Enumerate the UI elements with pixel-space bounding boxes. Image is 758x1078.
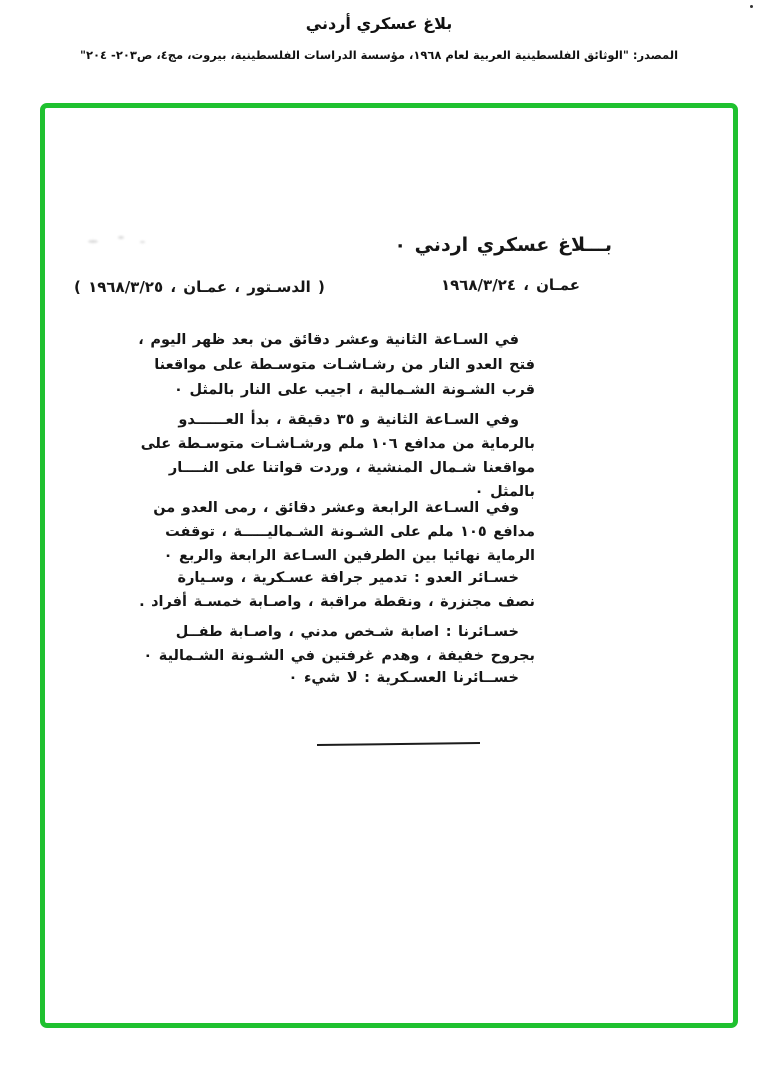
body-paragraph (139, 566, 535, 614)
paragraph-line: بالمثل ٠ (474, 484, 535, 500)
paragraph-line: وفي السـاعة الثانية و ٣٥ دقيقة ، بدأ العــــــدو (178, 412, 519, 428)
paragraph-line: فتح العدو النار من رشـاشـات متوسـطة على مواقعنا (154, 357, 535, 373)
paragraph-line: خسـائرنا : اصابة شـخص مدني ، واصـابة طفــل (175, 624, 519, 640)
page-title: بلاغ عسكري أردني (305, 14, 453, 33)
body-paragraph (143, 620, 535, 668)
paragraph-line: قرب الشـونة الشـمالية ، اجيب على النار بالمثل ٠ (174, 382, 535, 398)
body-paragraph (153, 496, 535, 568)
paragraph-line: خسـائر العدو : تدمير جرافة عسـكرية ، وسـيارة (177, 570, 519, 586)
dateline-publication: ( الدسـتور ، عمـان ، ١٩٦٨/٣/٢٥ ) (74, 278, 325, 296)
paragraph-line: بجروح خفيفة ، وهدم غرفتين في الشـونة الشـمالية ٠ (143, 648, 535, 664)
paragraph-line: نصف مجنزرة ، ونقطة مراقبة ، واصـابة خمسـة أفراد . (139, 594, 535, 610)
communique-title: بـــلاغ عسكري اردني ٠ (394, 234, 612, 256)
paragraph-line: الرماية نهائيا بين الطرفين السـاعة الرابعة والربع ٠ (163, 548, 535, 564)
scan-speck-dot (750, 5, 753, 8)
paragraph-line: في السـاعة الثانية وعشر دقائق من بعد ظهر اليوم ، (138, 332, 519, 348)
paragraph-line: خســائرنا العسـكرية : لا شيء ٠ (288, 670, 519, 686)
paragraph-line: بالرماية من مدافع ١٠٦ ملم ورشـاشـات متوسـطة على (140, 436, 535, 452)
paragraph-line: وفي السـاعة الرابعة وعشر دقائق ، رمى العدو من (153, 500, 519, 516)
scan-smudge (88, 240, 98, 243)
body-paragraph (175, 666, 535, 690)
paragraph-line: مواقعنا شـمال المنشية ، وردت قواتنا على النــــار (168, 460, 535, 476)
scan-smudge (140, 241, 145, 243)
source-citation: المصدر: "الوثائق الفلسطينية العربية لعام ١٩٦٨، مؤسسة الدراسات الفلسطينية، بيروت، مج٤، ص٢٠٣- ٢٠٤" (79, 48, 679, 62)
body-paragraph (138, 328, 535, 403)
dateline-place-date: عمـان ، ١٩٦٨/٣/٢٤ (440, 276, 580, 294)
body-paragraph (140, 408, 535, 504)
scan-smudge (118, 236, 124, 239)
paragraph-line: مدافع ١٠٥ ملم على الشـونة الشـماليـــــة ، توقفت (165, 524, 535, 540)
